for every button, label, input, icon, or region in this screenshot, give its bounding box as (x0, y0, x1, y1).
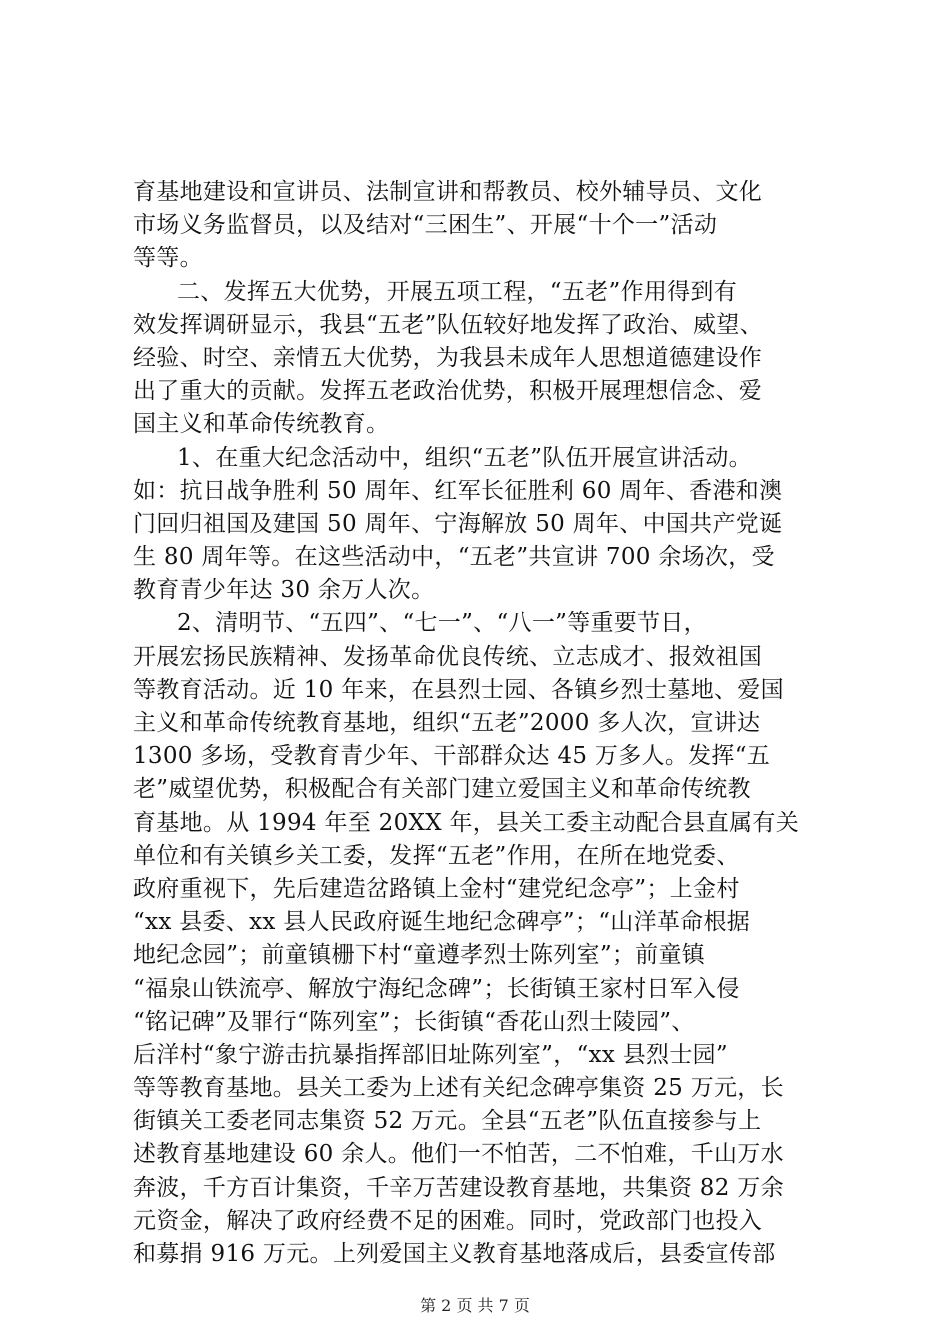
text-line: 地纪念园”；前童镇栅下村“童遵孝烈士陈列室”；前童镇 (133, 942, 706, 969)
text-line: 开展宏扬民族精神、发扬革命优良传统、立志成才、报效祖国 (133, 643, 763, 670)
text-line: 和募捐 916 万元。上列爱国主义教育基地落成后，县委宣传部 (133, 1241, 776, 1267)
text-line: 述教育基地建设 60 余人。他们一不怕苦，二不怕难，千山万水 (133, 1141, 784, 1168)
text-line: 生 80 周年等。在这些活动中，“五老”共宣讲 700 余场次，受 (133, 544, 775, 571)
text-line: 1300 多场，受教育青少年、干部群众达 45 万多人。发挥“五 (133, 743, 771, 770)
text-line: 后洋村“象宁游击抗暴指挥部旧址陈列室”，“xx 县烈士园” (133, 1041, 728, 1068)
text-line: “福泉山铁流亭、解放宁海纪念碑”；长街镇王家村日军入侵 (133, 975, 740, 1002)
text-line: 等教育活动。近 10 年来，在县烈士园、各镇乡烈士墓地、爱国 (133, 676, 784, 703)
text-line: 教育青少年达 30 余万人次。 (133, 577, 435, 604)
text-line: 奔波，千方百计集资，千辛万苦建设教育基地，共集资 82 万余 (133, 1174, 784, 1201)
page-number-footer: 第 2 页 共 7 页 (420, 1296, 530, 1315)
text-line: 单位和有关镇乡关工委，发挥“五老”作用，在所在地党委、 (133, 842, 740, 869)
text-line: 育基地。从 1994 年至 20XX 年，县关工委主动配合县直属有关 (133, 809, 799, 836)
text-line: 老”威望优势，积极配合有关部门建立爱国主义和革命传统教 (133, 776, 751, 803)
text-line: 经验、时空、亲情五大优势，为我县未成年人思想道德建设作 (133, 344, 763, 371)
text-line: 等等教育基地。县关工委为上述有关纪念碑亭集资 25 万元，长 (133, 1075, 784, 1102)
text-line: “xx 县委、xx 县人民政府诞生地纪念碑亭”；“山洋革命根据 (133, 909, 751, 936)
body-text (133, 176, 833, 1271)
text-line: 门回归祖国及建国 50 周年、宁海解放 50 周年、中国共产党诞 (133, 510, 783, 537)
text-line: 出了重大的贡献。发挥五老政治优势，积极开展理想信念、爱 (133, 378, 763, 405)
numbered-item-line: 2、清明节、“五四”、“七一”、“八一”等重要节日， (177, 610, 707, 637)
text-line: 主义和革命传统教育基地，组织“五老”2000 多人次，宣讲达 (133, 710, 761, 736)
text-line: 效发挥调研显示，我县“五老”队伍较好地发挥了政治、威望、 (133, 311, 763, 338)
numbered-item-line: 1、在重大纪念活动中，组织“五老”队伍开展宣讲活动。 (177, 444, 752, 471)
text-line: 街镇关工委老同志集资 52 万元。全县“五老”队伍直接参与上 (133, 1108, 762, 1135)
text-line: 国主义和革命传统教育。 (133, 411, 390, 438)
text-line: 市场义务监督员，以及结对“三困生”、开展“十个一”活动 (133, 212, 718, 239)
text-line: “铭记碑”及罪行“陈列室”；长街镇“香花山烈士陵园”、 (133, 1008, 695, 1035)
text-line: 如：抗日战争胜利 50 周年、红军长征胜利 60 周年、香港和澳 (133, 477, 783, 504)
text-line: 元资金，解决了政府经费不足的困难。同时，党政部门也投入 (133, 1207, 763, 1234)
text-line: 等等。 (133, 245, 203, 272)
text-line: 政府重视下，先后建造岔路镇上金村“建党纪念亭”；上金村 (133, 875, 740, 902)
text-line: 育基地建设和宣讲员、法制宣讲和帮教员、校外辅导员、文化 (133, 179, 763, 205)
section-heading-line: 二、发挥五大优势，开展五项工程，“五老”作用得到有 (177, 278, 738, 305)
